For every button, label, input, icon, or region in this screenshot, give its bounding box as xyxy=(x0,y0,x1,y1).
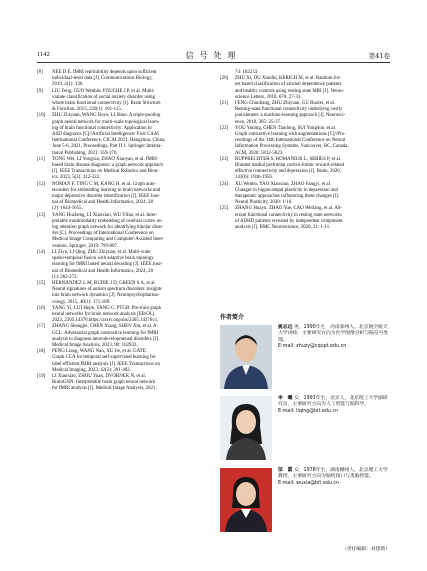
reference-line: 143(6): 1946-1956. xyxy=(235,175,274,181)
reference-text xyxy=(52,89,207,114)
reference-line: PENG Liang, WANG Nan, XU Jie, et al. GATE: xyxy=(52,349,147,355)
authors-section-title: 作者简介 xyxy=(220,314,245,321)
author-card-2 xyxy=(220,396,390,462)
reference-line: punishment: a machine-learning approach [J]. Neurosci- xyxy=(235,113,346,119)
author-desc-2: 女，1993年生，北京人，北京理工大学副研究员，主要研究方向为人工智能与脑科学。 xyxy=(278,396,388,408)
reference-line: tional Publishing, 2021: 359-370. xyxy=(52,150,118,156)
reference-line: 74: 102233. xyxy=(235,70,259,75)
reference-entry xyxy=(37,374,207,393)
reference-line: vention. Springer, 2019: 799-807. xyxy=(52,243,119,249)
author-name-2: 李 曦 xyxy=(278,396,293,401)
reference-line: Medical Image Analysis, 2023, 90: 102932. xyxy=(52,342,138,348)
reference-line: based brain disease diagnosis: a graph network approach xyxy=(52,163,163,169)
reference-text xyxy=(235,157,390,182)
reference-line: NOMAN F, TING C M, KANG H, et al. Graph auto- xyxy=(52,181,157,187)
author-email-3[interactable]: E-mail: wuxia@bit.edu.cn xyxy=(278,480,340,486)
reference-number: [9] xyxy=(37,88,43,94)
reference-entry xyxy=(37,281,207,306)
reference-line: LIU Feng, GUO Wenbin, FOUCHE J P, et al. Multi- xyxy=(52,88,155,94)
reference-line: BrainGNN: Interpretable brain graph neural network xyxy=(52,380,156,386)
reference-line: ics, 2023, 5(2): 312-322. xyxy=(52,175,101,181)
reference-line: effective connectivity and depression [J]. Brain, 2020, xyxy=(235,169,341,175)
reference-line: cology, 2015, 40(1): 171-189. xyxy=(52,299,111,305)
author-desc-3: 女，1978年生，湖南郴州人，北京理工大学教授，主要研究方向为脑机接口与类脑智能。 xyxy=(278,468,388,480)
reference-line: into brain network dynamics [J]. Neuropsychopharma- xyxy=(52,293,160,299)
reference-entry xyxy=(37,70,207,89)
reference-line: of ADHD patients revealed by independent component xyxy=(235,218,343,224)
reference-line: 2019, 2(1): 130. xyxy=(52,82,84,88)
reference-text xyxy=(52,306,207,325)
reference-line: variate classification of social anxiety disorder using xyxy=(52,94,155,100)
reference-entry xyxy=(37,349,207,374)
reference-entry xyxy=(37,213,207,250)
reference-line: RUPPRECHTER S, ROMANIUK L, SERIES P, et al. xyxy=(235,156,342,162)
reference-line: pretable multimodality embedding of cerebral cortex us- xyxy=(52,218,163,224)
journal-title: 信号处理 xyxy=(185,51,242,60)
reference-text xyxy=(52,250,207,281)
reference-line: FENG Chunliang, ZHU Zhiyuan, GU Ruolei, et al. xyxy=(235,101,336,107)
page-number: 1142 xyxy=(37,51,50,58)
editor-note: （责任编辑：刘建新） xyxy=(342,547,390,552)
reference-line: International Conference, CICAI 2021, Hangzhou, China, xyxy=(52,138,166,144)
reference-line: label-efficient fMRI analysis [J]. IEEE Transactions on xyxy=(52,361,160,367)
author-photo-1 xyxy=(220,325,272,389)
reference-line: Graph CCA for temporal self-supervised learning for xyxy=(52,355,156,361)
reference-number: [17] xyxy=(37,324,46,330)
reference-line: ZHANG Huayu, ZHAO Yue, CAO Weifang, et al. Ab- xyxy=(235,206,342,212)
references-right-column xyxy=(220,70,390,231)
reference-line: individual-level data [J]. Communications Biology, xyxy=(52,76,153,82)
page-header xyxy=(37,50,390,63)
reference-number: [14] xyxy=(37,249,46,255)
reference-line: YANG Yi, CUI Hejie, YANG C. PTGB: Pre-train graph xyxy=(52,305,162,311)
author-card-1 xyxy=(220,325,390,391)
reference-number: [20] xyxy=(220,76,229,82)
author-email-1[interactable]: E-mail: zhuzy@cqupt.edu.cn xyxy=(278,344,347,350)
reference-line: learning for fMRI based neural decoding [J]. IEEE Jour- xyxy=(52,262,163,268)
reference-line: Changes in hippocampal plasticity in depression and xyxy=(235,187,338,193)
reference-number: [13] xyxy=(37,212,46,218)
author-name-3: 邬 霞 xyxy=(278,468,293,473)
reference-entry xyxy=(37,250,207,281)
reference-line: TONG Wei, LI Yongxia, ZHAO Xiaoyan, et al. fMRI- xyxy=(52,156,159,162)
reference-text xyxy=(52,349,207,374)
reference-line: LI Xiaoxiao, ZHOU Yuan, DVORNEK N, et al. xyxy=(52,373,146,379)
reference-line: & Function, 2015, 220(1): 101-115. xyxy=(52,107,123,113)
reference-line: YOU Yuning, CHEN Tianlong, SUI Yongduo, et al. xyxy=(235,125,337,131)
reference-number: [18] xyxy=(37,349,46,355)
author-card-3 xyxy=(220,468,390,534)
reference-line: GCL: Adversarial graph contrastive learning for fMRI xyxy=(52,330,159,336)
reference-line: nal of Biomedical and Health Informatics, 2024, 28 xyxy=(52,268,153,274)
reference-line: HERNANDEZ L M, RUDIE J D, GREEN S A, et al. xyxy=(52,280,156,286)
reference-text xyxy=(235,101,390,126)
reference-entry xyxy=(220,206,390,231)
reference-text xyxy=(235,126,390,157)
reference-line: (3): 1644-1655. xyxy=(52,206,83,212)
reference-line: Neural signatures of autism spectrum disorders: insights xyxy=(52,287,163,293)
reference-line: therapeutic approaches influencing these changes [J]. xyxy=(235,194,340,200)
reference-text xyxy=(235,182,390,207)
reference-line: est based classification of alcohol dependence patients xyxy=(235,82,342,88)
reference-entry xyxy=(220,76,390,101)
author-photo-3 xyxy=(220,468,272,532)
reference-number: [11] xyxy=(37,156,45,162)
author-desc-1: 男，1990年生，河南郑州人。北京航空航天大学讲师，主要研究方向为医学图像分析与脑信号处理。 xyxy=(278,325,389,343)
reference-line: ZHU Zhiyuan, WANG Boyu, LI Shuo. A triple-pooling xyxy=(52,113,161,119)
reference-text xyxy=(235,76,390,101)
reference-line: ZHU Xi, DU Xiaofei, KERICH M, et al. Random for- xyxy=(235,76,341,82)
reference-line: errant functional connectivity in resting state networks xyxy=(235,212,342,218)
reference-number: [10] xyxy=(37,113,46,119)
reference-line: (1): 262-272. xyxy=(52,274,78,280)
reference-line: Graph contrastive learning with augmentations [C]//Pro- xyxy=(235,132,346,138)
reference-line: June 5-6, 2021, Proceedings, Part II 1. Springer Interna- xyxy=(52,144,162,150)
reference-number: [8] xyxy=(37,70,43,75)
reference-line: analysis to diagnose neurodevelopmental disorders [J]. xyxy=(52,336,160,342)
reference-entry xyxy=(37,306,207,325)
reference-text xyxy=(52,70,207,89)
reference-line: Blunted medial prefrontal cortico-limbic reward-related xyxy=(235,163,345,169)
reference-number: [19] xyxy=(37,373,46,379)
reference-line: ZHANG Shengjie, CHEN Xiang, SHEN Xin, et al. A- xyxy=(52,324,159,330)
reference-number: [24] xyxy=(220,181,229,187)
reference-line: Information Processing Systems. Vancouver, BC, Canada. xyxy=(235,144,349,150)
reference-line: major depressive disorder identification [J]. IEEE Jour- xyxy=(52,194,161,200)
reference-text xyxy=(52,281,207,306)
reference-entry xyxy=(37,324,207,349)
reference-line: ACM, 2020: 5812-5823. xyxy=(235,150,284,156)
reference-line: spatio-temporal fusion with adaptive brain topology xyxy=(52,256,154,262)
reference-line: LI Ziyu, LI Qing, ZHU Zhiyuan, et al. Multi-scale xyxy=(52,249,151,255)
reference-line: and healthy controls using resting state MRI [J]. Neuro- xyxy=(235,88,345,94)
reference-line: Neural Plasticity, 2020: 1-16. xyxy=(235,200,293,206)
reference-line: ceedings of the 34th International Conference on Neural xyxy=(235,138,346,144)
reference-line: 2023; 2305.14376.https://arxiv.org/abs/2305.14376v1. xyxy=(52,318,159,324)
reference-line: Resting-state functional connectivity underlying costly xyxy=(235,107,343,113)
reference-number: [25] xyxy=(220,206,229,212)
reference-number: [22] xyxy=(220,125,229,131)
references-left-column xyxy=(37,70,207,393)
reference-line: Medical Imaging, 2023, 42(2): 391-402. xyxy=(52,367,131,373)
reference-entry xyxy=(37,89,207,114)
reference-text xyxy=(52,324,207,349)
reference-line: YANG Huzheng, LI Xiaoxiao, WU Yifan, et al. Inter- xyxy=(52,212,158,218)
reference-text xyxy=(52,113,207,156)
reference-line: nal of Biomedical and Health Informatics, 2024, 28 xyxy=(52,200,153,206)
reference-entry xyxy=(37,182,207,213)
reference-line: ing of brain functional connectivity: Application to xyxy=(52,125,152,131)
reference-line: NEE D E. fMRI replicability depends upon sufficient xyxy=(52,70,157,75)
reference-line: Medical Image Computing and Computer-Assisted Inter- xyxy=(52,237,164,243)
reference-line: encoders for embedding learning in brain networks and xyxy=(52,187,161,193)
reference-number: [16] xyxy=(37,305,46,311)
reference-entry xyxy=(220,126,390,157)
reference-line: [J]. IEEE Transactions on Medical Robotics and Bion- xyxy=(52,169,159,175)
reference-entry xyxy=(220,182,390,207)
reference-text xyxy=(52,213,207,250)
reference-line: science Letters, 2018, 676: 27-33. xyxy=(235,94,302,100)
reference-text xyxy=(235,206,390,231)
reference-entry xyxy=(37,157,207,182)
author-photo-2 xyxy=(220,396,272,460)
reference-number: [15] xyxy=(37,280,46,286)
volume-label: 第41卷 xyxy=(368,52,390,60)
reference-number: [12] xyxy=(37,181,46,187)
reference-entry xyxy=(220,157,390,182)
reference-line: analysis [J]. BMC Neuroscience, 2020, 21: 1-11. xyxy=(235,225,331,231)
reference-line: ASD diagnosis [C]//Artificial Intelligence: First CAAI xyxy=(52,132,159,138)
reference-line: for fMRI analysis [J]. Medical Image Analysis, 2021, xyxy=(52,386,157,392)
reference-entry xyxy=(37,113,207,156)
reference-line: graph neural network for multi-scale topological learn- xyxy=(52,119,160,125)
reference-text xyxy=(52,182,207,213)
author-email-2[interactable]: E-mail: liqing@bit.edu.cn xyxy=(278,408,339,414)
reference-line: der [C]. Proceedings of International Conference on xyxy=(52,231,154,237)
reference-number: [23] xyxy=(220,156,229,162)
reference-line: whole brain functional connectivity [J]. Brain Structure xyxy=(52,101,161,107)
reference-line: ing attention graph network for identifying bipolar disor- xyxy=(52,225,164,231)
reference-text xyxy=(52,157,207,182)
reference-line: XU Wenbo, YAO Xiaoxiao, ZHAO Fangyi, et al. xyxy=(235,181,332,187)
reference-text xyxy=(52,374,207,393)
reference-number: [21] xyxy=(220,101,229,107)
reference-line: neural networks for brain network analysis [EB/OL]. xyxy=(52,311,156,317)
author-name-1: 姚志远 xyxy=(278,325,293,330)
reference-entry xyxy=(220,101,390,126)
reference-line: ence, 2018, 385: 25-37. xyxy=(235,119,282,125)
